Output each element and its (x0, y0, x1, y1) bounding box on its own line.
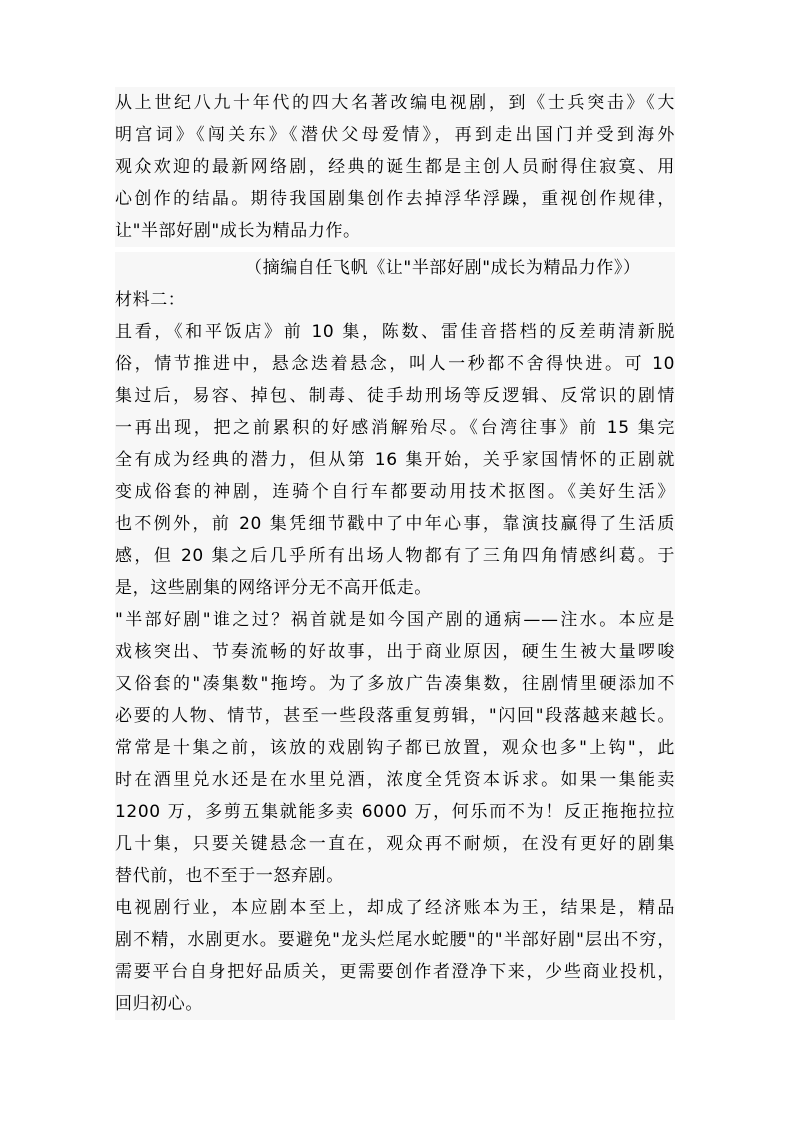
paragraph-line: 又俗套的"凑集数"拖垮。为了多放广告凑集数，往剧情里硬添加不 (115, 674, 675, 694)
paragraph-line: 也不例外，前 20 集凭细节戳中了中年心事，靠演技赢得了生活质 (115, 514, 675, 534)
material-one-closing-paragraph (115, 87, 675, 247)
paragraph-line: 回归初心。 (115, 994, 203, 1014)
paragraph-line: 需要平台自身把好品质关，更需要创作者澄净下来，少些商业投机， (115, 962, 675, 982)
paragraph-line: 变成俗套的神剧，连骑个自行车都要动用技术抠图。《美好生活》 (115, 482, 675, 502)
paragraph-line: 集过后，易容、掉包、制毒、徒手劫刑场等反逻辑、反常识的剧情 (115, 386, 675, 406)
paragraph-line: 1200 万，多剪五集就能多卖 6000 万，何乐而不为！反正拖拖拉拉 (115, 802, 675, 822)
material-two-section (115, 252, 675, 1020)
paragraph-line: 且看，《和平饭店》前 10 集，陈数、雷佳音搭档的反差萌清新脱 (115, 322, 675, 342)
paragraph-line: 全有成为经典的潜力，但从第 16 集开始，关乎家国情怀的正剧就 (115, 450, 675, 470)
paragraph-line: 明宫词》《闯关东》《潜伏父母爱情》，再到走出国门并受到海外 (115, 125, 675, 145)
paragraph-line: 一再出现，把之前累积的好感消解殆尽。《台湾往事》前 15 集完 (115, 418, 675, 438)
paragraph-line: 必要的人物、情节，甚至一些段落重复剪辑，"闪回"段落越来越长。 (115, 706, 675, 726)
paragraph-line: 替代前，也不至于一怒弃剧。 (115, 866, 344, 886)
paragraph-line: 常常是十集之前，该放的戏剧钩子都已放置，观众也多"上钩"，此 (115, 738, 675, 758)
paragraph-line: 感，但 20 集之后几乎所有出场人物都有了三角四角情感纠葛。于 (115, 546, 675, 566)
paragraph-line: 是，这些剧集的网络评分无不高开低走。 (115, 578, 432, 598)
paragraph-line: 时在酒里兑水还是在水里兑酒，浓度全凭资本诉求。如果一集能卖 (115, 770, 675, 790)
paragraph-line: 从上世纪八九十年代的四大名著改编电视剧，到《士兵突击》《大 (115, 93, 675, 113)
paragraph-line: 剧不精，水剧更水。要避免"龙头烂尾水蛇腰"的"半部好剧"层出不穷， (115, 930, 675, 950)
paragraph-line: 几十集，只要关键悬念一直在，观众再不耐烦，在没有更好的剧集 (115, 834, 675, 854)
paragraph-line: 戏核突出、节奏流畅的好故事，出于商业原因，硬生生被大量啰唆 (115, 642, 675, 662)
paragraph-line: 让"半部好剧"成长为精品力作。 (115, 221, 361, 241)
paragraph-line: 心创作的结晶。期待我国剧集创作去掉浮华浮躁，重视创作规律， (115, 189, 675, 209)
paragraph-line: 观众欢迎的最新网络剧，经典的诞生都是主创人员耐得住寂寞、用 (115, 157, 675, 177)
material-two-heading: 材料二： (115, 290, 186, 310)
paragraph-line: 电视剧行业，本应剧本至上，却成了经济账本为王，结果是，精品 (115, 898, 675, 918)
paragraph-line: 俗，情节推进中，悬念迭着悬念，叫人一秒都不舍得快进。可 10 (115, 354, 675, 374)
source-attribution: （摘编自任飞帆《让"半部好剧"成长为精品力作》） (245, 258, 641, 278)
paragraph-line: "半部好剧"谁之过？祸首就是如今国产剧的通病——注水。本应是 (115, 610, 675, 630)
